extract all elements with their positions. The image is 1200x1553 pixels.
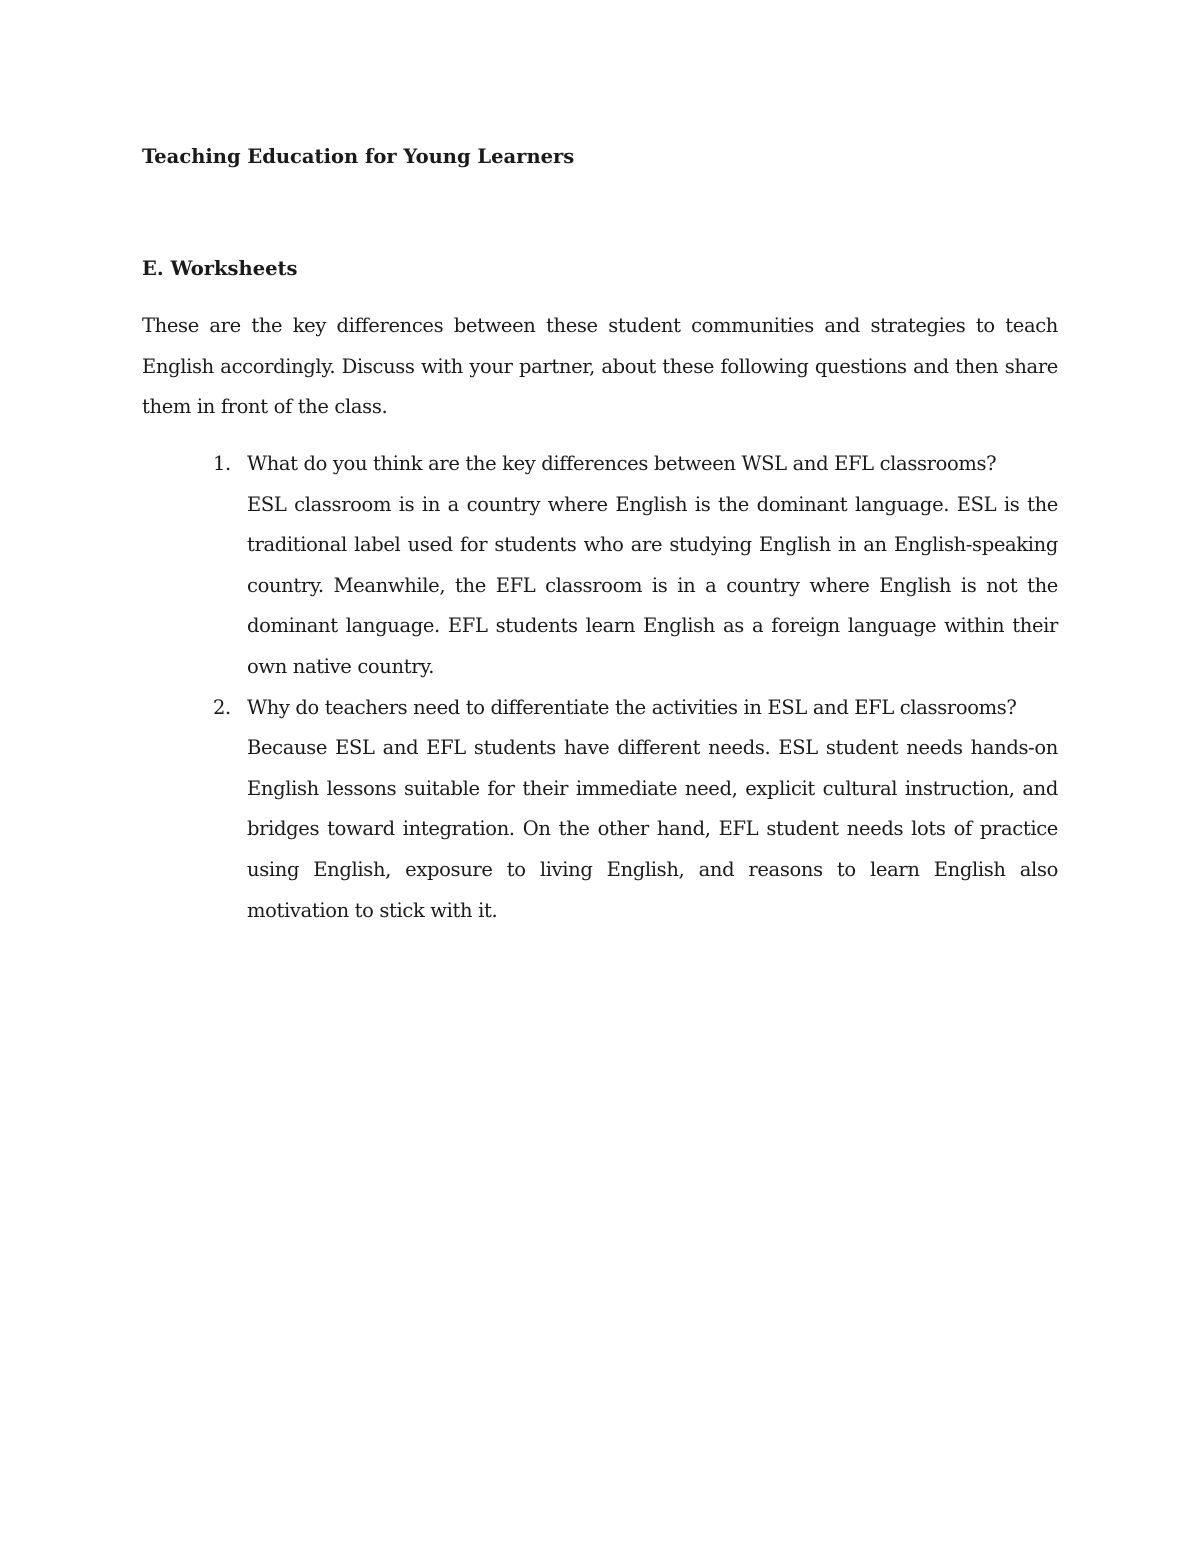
answer-text: ESL classroom is in a country where English is the dominant language. ESL is the traditional label used for students who are studying English in an English-speaking country. Meanwhile, the EFL classroom is in a country where English is not the dominant language. EFL students learn English as a foreign language within their own native country. [247,492,1058,678]
question-number: 1. [213,452,231,475]
question-item-2 [142,688,1058,932]
question-number: 2. [213,695,231,719]
question-item-1 [142,444,1058,688]
question-text: Why do teachers need to differentiate the activities in ESL and EFL classrooms? [247,695,1017,719]
answer-text: Because ESL and EFL students have different needs. ESL student needs hands-on English lessons suitable for their immediate need, explicit cultural instruction, and bridges toward integration. On the other hand, EFL student needs lots of practice using English, exposure to living English, and reasons to learn English also motivation to stick with it. [247,736,1058,922]
question-list [142,444,1058,931]
intro-paragraph: These are the key differences between these student communities and strategies to teach English accordingly. Discuss with your partner, about these following questions and then share them in front of the class. [142,314,1058,419]
question-text: What do you think are the key differences between WSL and EFL classrooms? [247,452,997,475]
document-title: Teaching Education for Young Learners [142,145,575,168]
section-heading: E. Worksheets [142,257,298,280]
